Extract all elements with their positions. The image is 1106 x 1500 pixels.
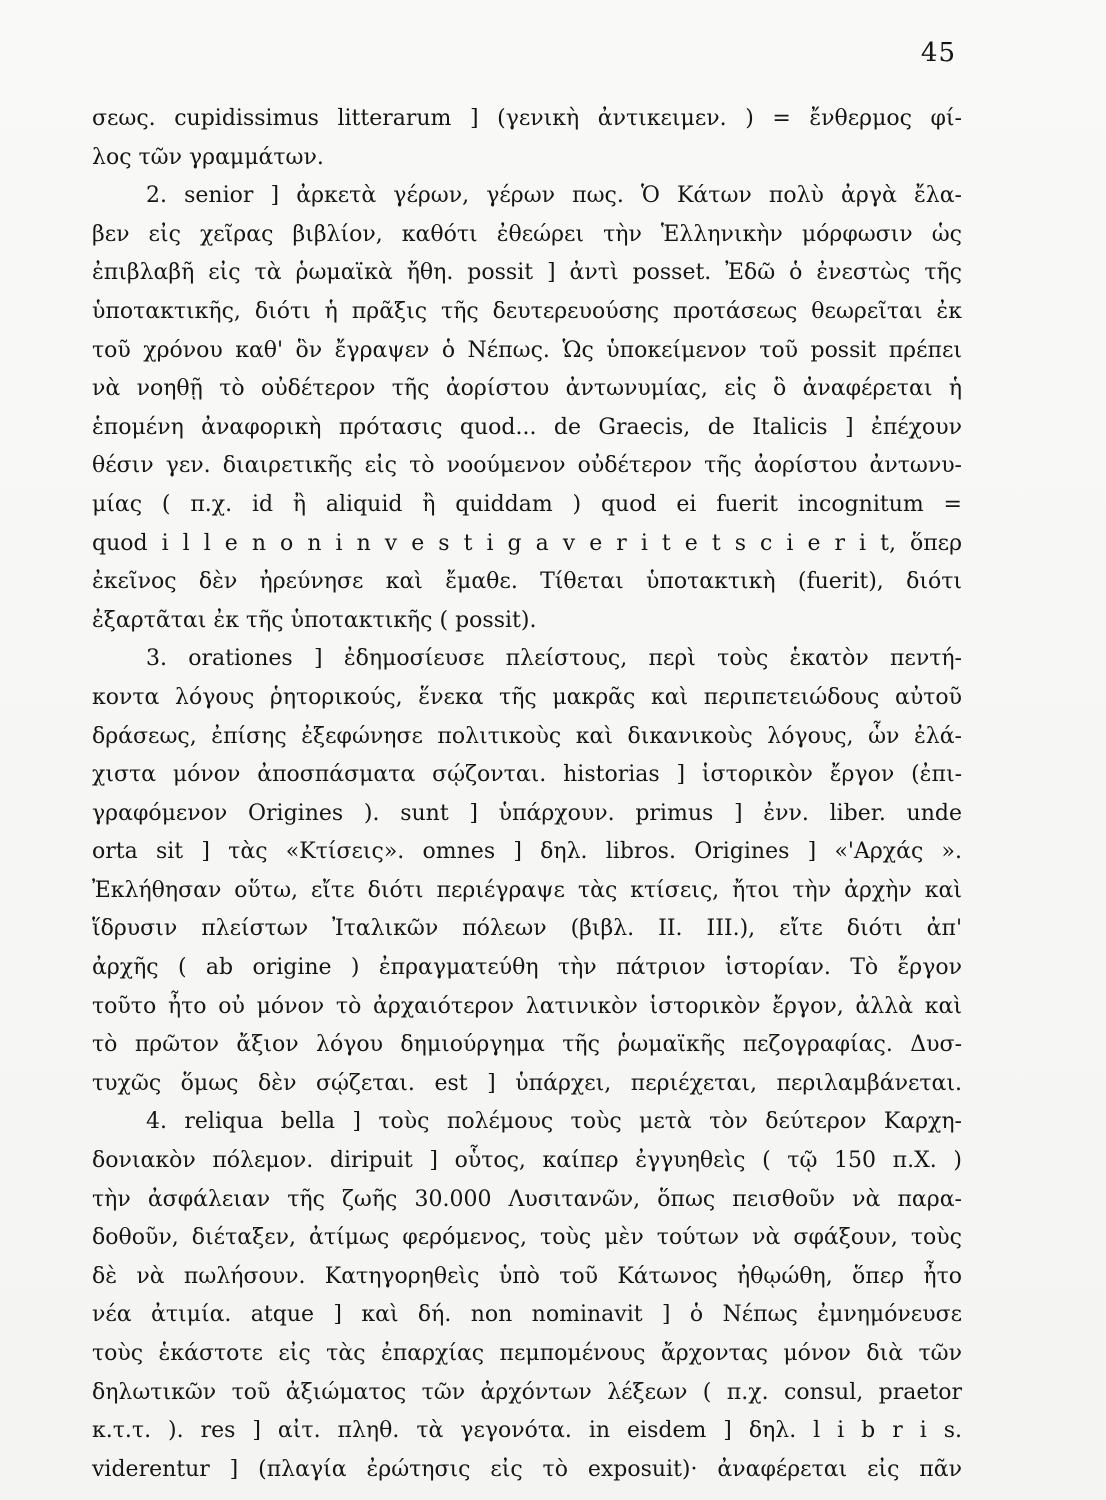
text-line: ἐξαρτᾶται ἐκ τῆς ὑποτακτικῆς ( possit). bbox=[92, 607, 537, 633]
text-line: τοῦτο ἦτο οὐ μόνον τὸ ἀρχαιότερον λατινικὸν ἱστορικὸν ἔργον, ἀλλὰ καὶ bbox=[92, 993, 962, 1019]
body-text bbox=[92, 100, 962, 1489]
text-line: ἐκεῖνος δὲν ἠρεύνησε καὶ ἔμαθε. Τίθεται ὑποτακτικὴ (fuerit), διότι bbox=[92, 569, 962, 595]
text-line: θέσιν γεν. διαιρετικῆς εἰς τὸ νοούμενον οὐδέτερον τῆς ἀορίστου ἀντωνυ- bbox=[92, 453, 962, 479]
text-line: σεως. cupidissimus litterarum ] (γενικὴ ἀντικειμεν. ) = ἔνθερμος φί- bbox=[92, 106, 962, 131]
text-line: ἑπομένη ἀναφορικὴ πρότασις quod... de Graecis, de Italicis ] ἐπέχουν bbox=[92, 414, 962, 440]
text-line: χιστα μόνον ἀποσπάσματα σῴζονται. historias ] ἱστορικὸν ἔργον (ἐπι- bbox=[92, 762, 962, 788]
text-line: ὑποτακτικῆς, διότι ἡ πρᾶξις τῆς δευτερευούσης προτάσεως θεωρεῖται ἐκ bbox=[92, 298, 962, 324]
text-line: γραφόμενον Origines ). sunt ] ὑπάρχουν. primus ] ἐνν. liber. unde bbox=[92, 800, 962, 826]
text-line: ἐπιβλαβῆ εἰς τὰ ῥωμαϊκὰ ἤθη. possit ] ἀντὶ posset. Ἐδῶ ὁ ἐνεστὼς τῆς bbox=[92, 260, 962, 286]
text-line: δηλωτικῶν τοῦ ἀξιώματος τῶν ἀρχόντων λέξεων ( π.χ. consul, praetor bbox=[92, 1379, 962, 1405]
text-line: κ.τ.τ. ). res ] αἰτ. πληθ. τὰ γεγονότα. in eisdem ] δηλ. l i b r i s. bbox=[92, 1418, 962, 1444]
text-line: 3. orationes ] ἐδημοσίευσε πλείστους, περὶ τοὺς ἑκατὸν πεντή- bbox=[146, 646, 962, 672]
text-line: 4. reliqua bella ] τοὺς πολέμους τοὺς μετὰ τὸν δεύτερον Καρχη- bbox=[146, 1109, 962, 1135]
text-line: τοῦ χρόνου καθ' ὃν ἔγραψεν ὁ Νέπως. Ὡς ὑποκείμενον τοῦ possit πρέπει bbox=[92, 337, 962, 363]
text-line: βεν εἰς χεῖρας βιβλίον, καθότι ἐθεώρει τὴν Ἑλληνικὴν μόρφωσιν ὡς bbox=[92, 221, 962, 247]
page-number: 45 bbox=[920, 38, 956, 68]
text-line: δονιακὸν πόλεμον. diripuit ] οὗτος, καίπερ ἐγγυηθεὶς ( τῷ 150 π.Χ. ) bbox=[92, 1148, 962, 1174]
text-line: νὰ νοηθῇ τὸ οὐδέτερον τῆς ἀορίστου ἀντωνυμίας, εἰς ὃ ἀναφέρεται ἡ bbox=[92, 376, 962, 402]
text-line: δοθοῦν, διέταξεν, ἀτίμως φερόμενος, τοὺς μὲν τούτων νὰ σφάξουν, τοὺς bbox=[92, 1225, 962, 1251]
text-line: μίας ( π.χ. id ἢ aliquid ἢ quiddam ) quod ei fuerit incognitum = bbox=[92, 491, 962, 517]
text-line: quod i l l e n o n i n v e s t i g a v e r i t e t s c i e r i t, ὅπερ bbox=[92, 530, 962, 556]
text-line: ἀρχῆς ( ab origine ) ἐπραγματεύθη τὴν πάτριον ἱστορίαν. Τὸ ἔργον bbox=[92, 955, 962, 981]
text-line: viderentur ] (πλαγία ἐρώτησις εἰς τὸ exposuit)· ἀναφέρεται εἰς πᾶν bbox=[92, 1456, 962, 1482]
text-line: κοντα λόγους ῥητορικούς, ἕνεκα τῆς μακρᾶς καὶ περιπετειώδους αὐτοῦ bbox=[92, 684, 962, 710]
text-line: Ἐκλήθησαν οὕτω, εἴτε διότι περιέγραψε τὰς κτίσεις, ἤτοι τὴν ἀρχὴν καὶ bbox=[92, 877, 962, 903]
text-line: νέα ἀτιμία. atque ] καὶ δή. non nominavit ] ὁ Νέπως ἐμνημόνευσε bbox=[92, 1302, 962, 1328]
text-line: τὴν ἀσφάλειαν τῆς ζωῆς 30.000 Λυσιτανῶν, ὅπως πεισθοῦν νὰ παρα- bbox=[92, 1186, 962, 1212]
text-line: τοὺς ἑκάστοτε εἰς τὰς ἐπαρχίας πεμπομένους ἄρχοντας μόνον διὰ τῶν bbox=[92, 1341, 962, 1366]
text-line: δράσεως, ἐπίσης ἐξεφώνησε πολιτικοὺς καὶ δικανικοὺς λόγους, ὧν ἐλά- bbox=[92, 723, 962, 749]
text-line: τυχῶς ὅμως δὲν σῴζεται. est ] ὑπάρχει, περιέχεται, περιλαμβάνεται. bbox=[92, 1070, 962, 1096]
text-line: δὲ νὰ πωλήσουν. Κατηγορηθεὶς ὑπὸ τοῦ Κάτωνος ἠθῳώθη, ὅπερ ἦτο bbox=[92, 1263, 962, 1289]
text-line: 2. senior ] ἀρκετὰ γέρων, γέρων πως. Ὁ Κάτων πολὺ ἀργὰ ἔλα- bbox=[146, 183, 962, 209]
text-line: λος τῶν γραμμάτων. bbox=[92, 144, 324, 170]
text-line: orta sit ] τὰς «Κτίσεις». omnes ] δηλ. libros. Origines ] «'Αρχάς ». bbox=[92, 839, 962, 865]
text-line: ἵδρυσιν πλείστων Ἰταλικῶν πόλεων (βιβλ. II. III.), εἴτε διότι ἀπ' bbox=[92, 916, 962, 942]
text-line: τὸ πρῶτον ἄξιον λόγου δημιούργημα τῆς ῥωμαϊκῆς πεζογραφίας. Δυσ- bbox=[92, 1032, 962, 1058]
